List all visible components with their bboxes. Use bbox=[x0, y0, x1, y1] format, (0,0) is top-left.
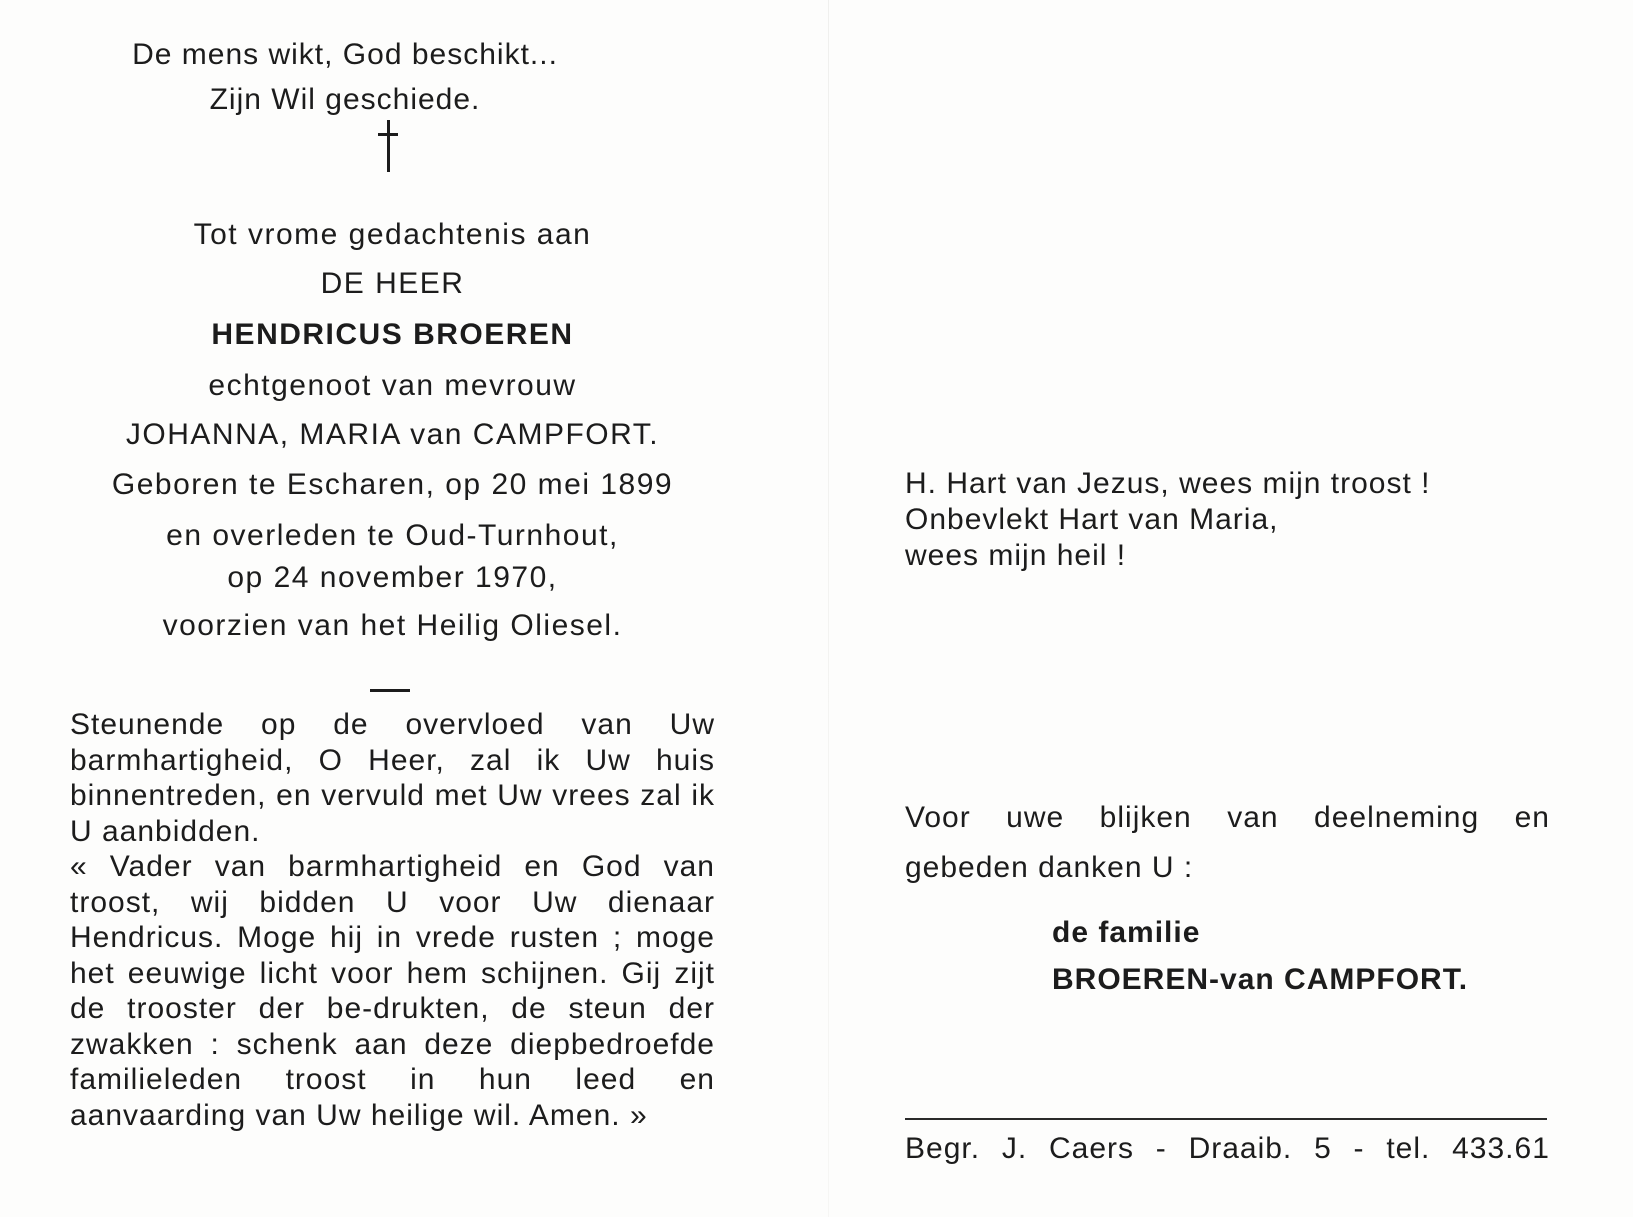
intro-text: Tot vrome gedachtenis aan bbox=[193, 218, 592, 251]
printer-word-2: J. bbox=[1001, 1132, 1028, 1165]
invocation-line-1: H. Hart van Jezus, wees mijn troost ! bbox=[905, 467, 1431, 500]
thanks-line-1: Voor uwe blijken van deelneming en bbox=[905, 801, 1550, 834]
motto bbox=[90, 32, 600, 122]
prayer-paragraph-1: Steunende op de overvloed van Uw barmhartigheid, O Heer, zal ik Uw huis binnentreden, en vervuld met Uw vrees zal ik U aanbidden. bbox=[70, 708, 715, 848]
spouse-name: JOHANNA, MARIA van CAMPFORT. bbox=[125, 418, 660, 451]
printer-word-6: 5 bbox=[1314, 1132, 1332, 1165]
sacrament-line: voorzien van het Heilig Oliesel. bbox=[162, 609, 623, 642]
printer-word-3: Caers bbox=[1048, 1132, 1134, 1165]
printer-word-9: 433.61 bbox=[1452, 1132, 1550, 1165]
family-line-1: de familie bbox=[1052, 916, 1201, 949]
family-signature bbox=[1052, 909, 1468, 1003]
printer-word-8: tel. bbox=[1386, 1132, 1431, 1165]
death-date: op 24 november 1970, bbox=[227, 561, 558, 594]
divider bbox=[370, 689, 410, 692]
invocation-line-2: Onbevlekt Hart van Maria, bbox=[905, 503, 1279, 536]
printer-word-7: - bbox=[1353, 1132, 1365, 1165]
prayer bbox=[70, 707, 715, 1133]
printer-word-5: Draaib. bbox=[1188, 1132, 1293, 1165]
spouse-intro: echtgenoot van mevrouw bbox=[208, 369, 577, 402]
motto-line-1: De mens wikt, God beschikt... bbox=[132, 38, 558, 71]
printer-credit bbox=[905, 1132, 1550, 1166]
invocation-line-3: wees mijn heil ! bbox=[905, 539, 1127, 572]
cross-icon bbox=[378, 120, 398, 172]
fold-line bbox=[828, 0, 829, 1217]
deceased-name: HENDRICUS BROEREN bbox=[211, 318, 574, 351]
printer-rule bbox=[905, 1118, 1547, 1120]
invocation bbox=[905, 466, 1550, 574]
printer-word-4: - bbox=[1155, 1132, 1167, 1165]
prayer-paragraph-2: « Vader van barmhartigheid en God van troost, wij bidden U voor Uw dienaar Hendricus. Moge hij in vrede rusten ; moge het eeuwige licht voor hem schijnen. Gij zijt de trooster der be-drukten, de steun der zwakken : schenk aan deze diepbedroefde familieleden troost in hun leed en aanvaarding van Uw heilige wil. Amen. » bbox=[70, 850, 715, 1132]
birth-line: Geboren te Escharen, op 20 mei 1899 bbox=[111, 468, 674, 501]
thanks-line-2: gebeden danken U : bbox=[905, 851, 1194, 884]
family-line-2: BROEREN-van CAMPFORT. bbox=[1052, 963, 1469, 996]
printer-word-1: Begr. bbox=[905, 1132, 981, 1165]
death-place: en overleden te Oud-Turnhout, bbox=[166, 519, 619, 552]
motto-line-2: Zijn Wil geschiede. bbox=[209, 83, 481, 116]
title-text: DE HEER bbox=[320, 267, 465, 300]
